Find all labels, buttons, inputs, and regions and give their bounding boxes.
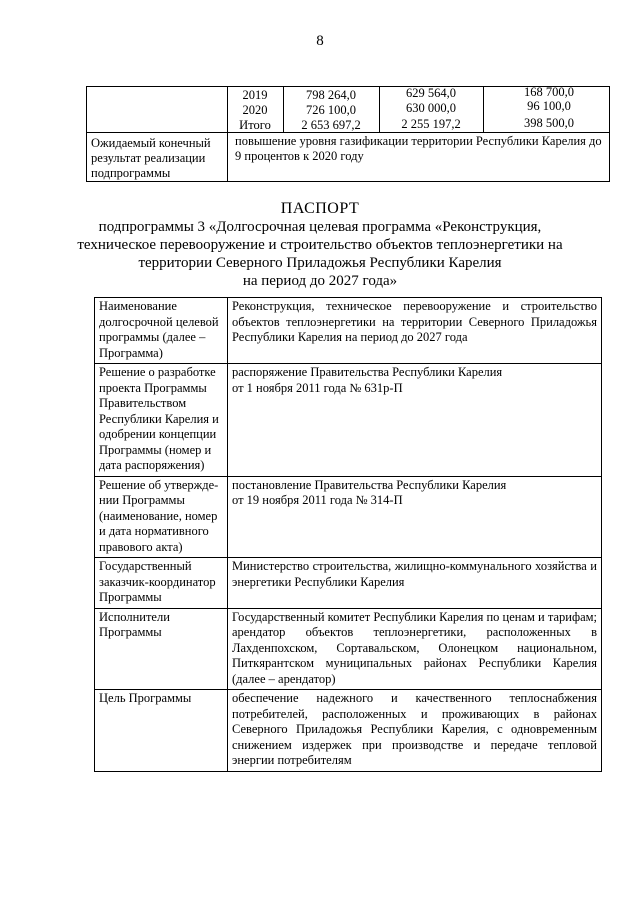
passport-subtitle bbox=[0, 218, 640, 290]
row-value-program-name: Реконструкция, техническое перевооружение и строительство объектов теплоэнергетики на территории Северного Приладожья Республики Карелия на период до 2027 года bbox=[228, 298, 602, 364]
row-value-executors bbox=[228, 608, 602, 690]
subtitle-line: территории Северного Приладожья Республики Карелия bbox=[138, 255, 502, 271]
funding-continuation-table bbox=[86, 86, 610, 182]
table-row bbox=[95, 298, 602, 364]
row-label-state-customer: Государственный заказчик-координатор Программы bbox=[95, 558, 228, 609]
table-cell-value: 168 700,0 bbox=[524, 85, 574, 99]
passport-title: ПАСПОРТ bbox=[280, 200, 360, 217]
row-label-executors: Исполнители Программы bbox=[95, 608, 228, 690]
table-row bbox=[95, 690, 602, 772]
table-divider bbox=[483, 87, 484, 132]
table-row bbox=[95, 608, 602, 690]
row-label-approval-decision: Решение об утвержде-нии Программы (наименование, номер и дата нормативного правового акта) bbox=[95, 476, 228, 558]
table-cell-value: 96 100,0 bbox=[527, 99, 571, 113]
table-divider bbox=[379, 87, 380, 132]
row-label-program-goal: Цель Программы bbox=[95, 690, 228, 772]
value-line: Государственный комитет Республики Карелия по ценам и тарифам; bbox=[232, 609, 597, 624]
table-cell-value: 798 264,0 bbox=[306, 88, 356, 102]
table-cell-value: 629 564,0 bbox=[406, 86, 456, 100]
row-value-program-goal: обеспечение надежного и качественного теплоснабжения потребителей, расположенных и проживающих в районах Северного Приладожья Республики Карелия, с одновременным снижением издержек при производстве и передаче тепловой энергии потребителям bbox=[228, 690, 602, 772]
row-value-development-decision bbox=[228, 364, 602, 477]
table-cell-value: 2 653 697,2 bbox=[301, 118, 361, 132]
subtitle-line: подпрограммы 3 «Долгосрочная целевая программа «Реконструкция, bbox=[98, 219, 542, 235]
row-value-state-customer: Министерство строительства, жилищно-коммунального хозяйства и энергетики Республики Карелия bbox=[228, 558, 602, 609]
table-cell-year: 2020 bbox=[242, 103, 268, 117]
passport-table bbox=[94, 297, 602, 772]
table-cell-value: 726 100,0 bbox=[306, 103, 356, 117]
expected-result-label: Ожидаемый конечный результат реализации подпрограммы bbox=[91, 136, 211, 180]
value-line: от 19 ноября 2011 года № 314-П bbox=[232, 493, 403, 507]
subtitle-line: на период до 2027 года» bbox=[242, 273, 398, 289]
table-row bbox=[95, 558, 602, 609]
table-row bbox=[95, 476, 602, 558]
table-cell-year: 2019 bbox=[242, 88, 268, 102]
table-cell-value: 398 500,0 bbox=[524, 116, 574, 130]
value-line: постановление Правительства Республики Карелия bbox=[232, 477, 507, 492]
expected-result-text: повышение уровня газификации территории Республики Карелия до 9 процентов к 2020 году bbox=[235, 134, 602, 163]
table-divider bbox=[227, 87, 228, 181]
value-line: распоряжение Правительства Республики Карелия bbox=[232, 365, 503, 379]
page-number: 8 bbox=[316, 33, 324, 49]
value-line: арендатор объектов теплоэнергетики, расположенных в Лахденпохском, Сортавальском, Олонецком национальном, Питкярантском муниципальных районах Республики Карелия (далее – арендатор) bbox=[232, 625, 597, 686]
table-cell-year: Итого bbox=[239, 118, 271, 132]
table-row bbox=[95, 364, 602, 477]
table-cell-value: 2 255 197,2 bbox=[401, 117, 461, 131]
row-value-approval-decision bbox=[228, 476, 602, 558]
subtitle-line: техническое перевооружение и строительство объектов теплоэнергетики на bbox=[77, 237, 563, 253]
table-cell-value: 630 000,0 bbox=[406, 101, 456, 115]
value-line: от 1 ноября 2011 года № 631р-П bbox=[232, 380, 403, 395]
row-label-development-decision: Решение о разработке проекта Программы Правительством Республики Карелия и одобрении концепции Программы (номер и дата распоряжения) bbox=[95, 364, 228, 477]
row-label-program-name: Наименование долгосрочной целевой программы (далее – Программа) bbox=[95, 298, 228, 364]
table-divider bbox=[283, 87, 284, 132]
